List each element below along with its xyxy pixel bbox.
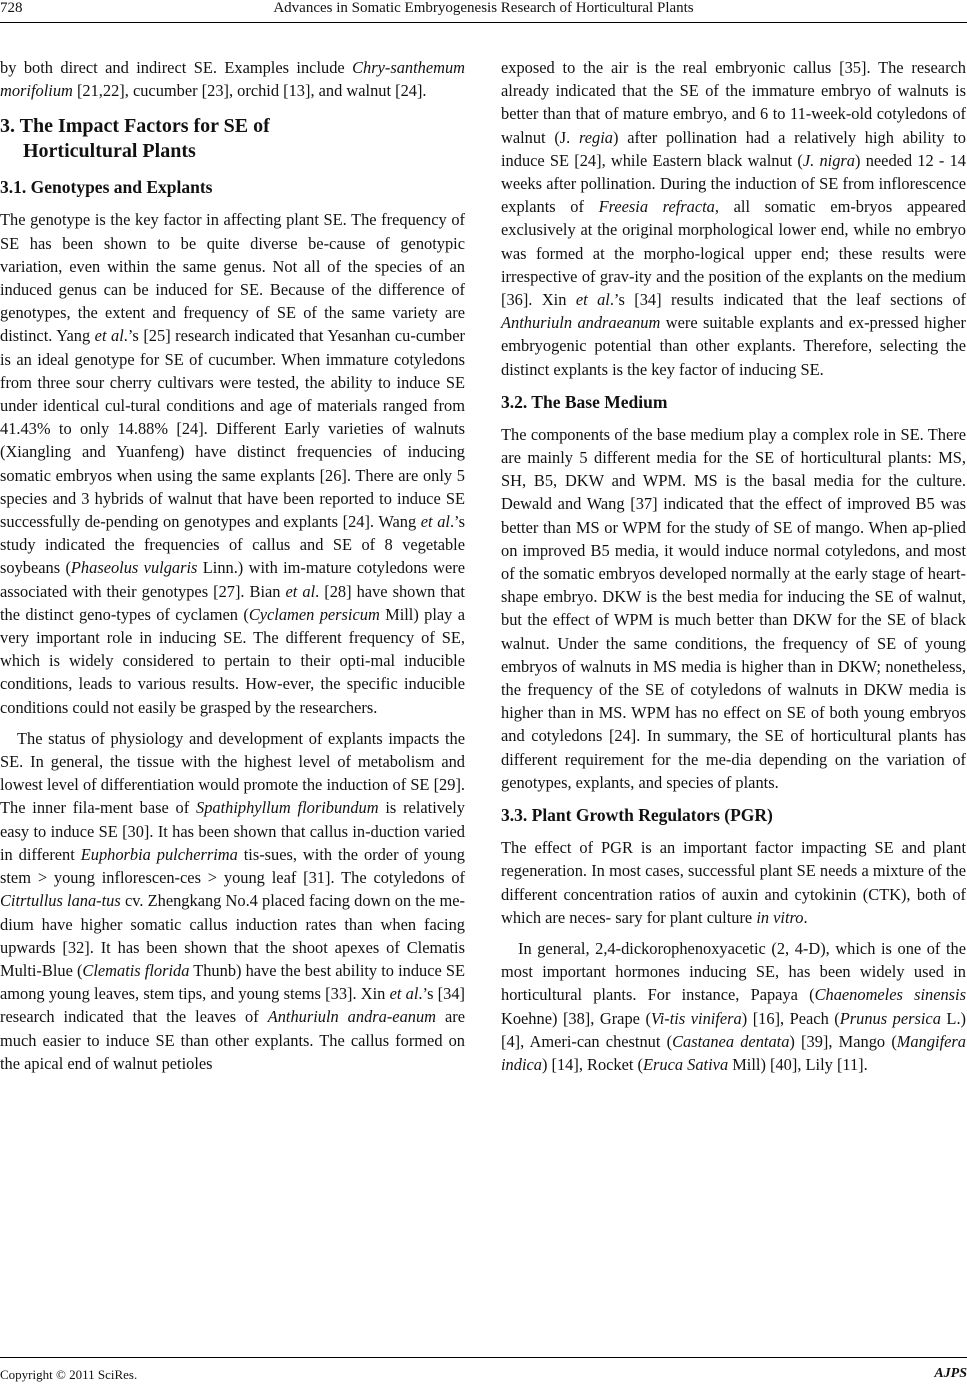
journal-abbreviation: AJPS [934,1366,967,1381]
section-3-heading-line2: Horticultural Plants [23,140,196,163]
italic-term: Mangifera indica [501,1031,966,1074]
section-3-2-heading: 3.2. The Base Medium [501,391,668,412]
italic-term: et al [420,512,450,532]
italic-term: Vi-tis vinifera [650,1008,742,1028]
section-3-1-heading: 3.1. Genotypes and Explants [0,177,213,198]
italic-term: et al [285,581,316,601]
italic-term: regia [579,127,614,147]
italic-term: Anthuriuln andra-eanum [267,1007,437,1027]
left-column [0,56,465,1075]
italic-term: et al [575,290,610,310]
section-3-heading [0,114,465,164]
paragraph-pgr: The effect of PGR is an important factor impacting SE and plant regeneration. In most cases, successful plant SE needs a mixture of the different concentration ratios of auxin and cytokinin (CTK), both of which are neces- sary for plant culture in vitro. [501,838,966,927]
italic-term: et al [94,326,124,346]
paragraph-2-4-d: In general, 2,4-dickorophenoxyacetic (2, 4-D), which is one of the most important hormones inducing SE, has been widely used in horticultural plants. For instance, Papaya (Chaenomeles sinensis Koehne) [38], Grape (Vi-tis vinifera) [16], Peach (Prunus persica L.) [4], Ameri-can chestnut (Castanea dentata) [39], Mango (Mangifera indica) [14], Rocket (Eruca Sativa Mill) [40], Lily [11]. [501,938,966,1074]
italic-term: Chaenomeles sinensis [814,985,966,1005]
italic-term: Spathiphyllum floribundum [196,798,379,818]
right-column [501,56,966,1076]
italic-term: Anthuriuln andraeanum [501,313,661,333]
italic-term: et al [389,984,419,1004]
italic-term: in vitro [756,907,804,927]
paragraph-explant-continued: exposed to the air is the real embryonic callus [35]. The research already indicated that the SE of the immature embryo of walnuts is better than that of mature embryo, and 6 to 11-week-old cotyledons of walnut (J. regia) after pollination had a relatively high ability to induce SE [24], while Eastern black walnut (J. nigra) needed 12 - 14 weeks after pollination. During the induction of SE from inflorescence explants of Freesia refracta, all somatic em-bryos appeared exclusively at the original morphological lower end, while no embryo was formed at the morpho-logical upper end; these results were irrespective of grav-ity and the position of the explants on the medium [36]. Xin et al.’s [34] results indicated that the leaf sections of Anthuriuln andraeanum were suitable explants and ex-pressed higher embryogenic potential than other explants. Therefore, selecting the distinct explants is the key factor of inducing SE. [501,58,967,379]
section-3-heading-line1: 3. The Impact Factors for SE of [0,115,270,138]
page-number: 728 [0,0,23,16]
italic-term: Freesia refracta [598,197,715,217]
paragraph-genotype: The genotype is the key factor in affecting plant SE. The frequency of SE has been shown to be quite diverse be-cause of genotypic variation, even within the same genus. Not all of the species of an induced genus can be induced for SE. Because of the difference of genotypes, the extent and frequency of SE of the same variety are distinct. Yang et al.’s [25] research indicated that Yesanhan cu-cumber is an ideal genotype for SE of cucumber. When immature cotyledons from three sour cherry cultivars were tested, the ability to induce SE under identical cul-tural conditions and age of materials ranged from 41.43% to only 14.88% [24]. Different Early varieties of walnuts (Xiangling and Yuanfeng) have distinct frequencies of inducing somatic embryos when using the same explants [26]. There are only 5 species and 3 hybrids of walnut that have been reported to induce SE successfully de-pending on genotypes and explants [24]. Wang et al.’s study indicated the frequencies of callus and SE of 8 vegetable soybeans (Phaseolus vulgaris Linn.) with im-mature cotyledons were associated with their genotypes [27]. Bian et al. [28] have shown that the distinct geno-types of cyclamen (Cyclamen persicum Mill) play a very important role in inducing SE. The different frequency of SE, which is widely considered to pertain to their opti-mal inducible conditions, leads to various results. How-ever, the specific inducible conditions could not easily be grasped by the researchers. [0,210,465,717]
running-title: Advances in Somatic Embryogenesis Research of Horticultural Plants [273,0,694,16]
copyright-notice: Copyright © 2011 SciRes. [0,1367,138,1382]
italic-term: Eruca Sativa [643,1054,729,1074]
header-rule [0,22,967,23]
paragraph-explant-status: The status of physiology and development of explants impacts the SE. In general, the tissue with the highest level of metabolism and lowest level of differentiation would promote the induction of SE [29]. The inner fila-ment base of Spathiphyllum floribundum is relatively easy to induce SE [30]. It has been shown that callus in-duction varied in different Euphorbia pulcherrima tis-sues, with the order of young stem > young inflorescen-ces > young leaf [31]. The cotyledons of Citrtullus lana-tus cv. Zhengkang No.4 placed facing down on the me-dium have higher somatic callus induction rates than when facing upwards [32]. It has been shown that the shoot apexes of Clematis Multi-Blue (Clematis florida Thunb) have the best ability to induce SE among young leaves, stem tips, and young stems [33]. Xin et al.’s [34] research indicated that the leaves of Anthuriuln andra-eanum are much easier to induce SE than other explants. The callus formed on the apical end of walnut petioles [0,728,466,1073]
italic-term: Prunus persica [839,1008,941,1028]
italic-term: Chry-santhemum morifolium [0,58,465,101]
intro-paragraph: by both direct and indirect SE. Examples include Chry-santhemum morifolium [21,22], cucumber [23], orchid [13], and walnut [24]. [0,58,465,101]
italic-term: Citrtullus lana-tus [0,891,121,911]
italic-term: J. nigra [802,150,856,170]
italic-term: Cyclamen persicum [248,604,380,624]
italic-term: Phaseolus vulgaris [70,558,198,578]
paragraph-base-medium: The components of the base medium play a complex role in SE. There are mainly 5 different media for the SE of horticultural plants: MS, SH, B5, DKW and WPM. MS is the basal media for the culture. Dewald and Wang [37] indicated that the effect of improved B5 was better than MS or WPM for the study of SE of mango. When ap-plied on improved B5 media, it would induce normal cotyledons, and most of the somatic embryos developed normally at the early stage of heart-shape embryo. DKW is the best media for inducing the SE of walnut, but the effect of WPM is much better than DKW for the SE of black walnut. Under the same conditions, the frequency of SE of young embryos of walnuts in MS media is higher than in DKW; nonetheless, the frequency of the SE of cotyledons of walnuts in DKW media is higher than in MS. WPM has no effect on SE of both young embryos and cotyledons [24]. In summary, the SE of horticultural plants has different requirement for the me-dia depending on the variation of genotypes, explants, and species of plants. [501,424,966,792]
italic-term: Clematis florida [82,960,190,980]
footer-rule [0,1357,967,1358]
italic-term: Euphorbia pulcherrima [80,844,238,864]
italic-term: Castanea dentata [672,1031,790,1051]
section-3-3-heading: 3.3. Plant Growth Regulators (PGR) [501,805,773,826]
